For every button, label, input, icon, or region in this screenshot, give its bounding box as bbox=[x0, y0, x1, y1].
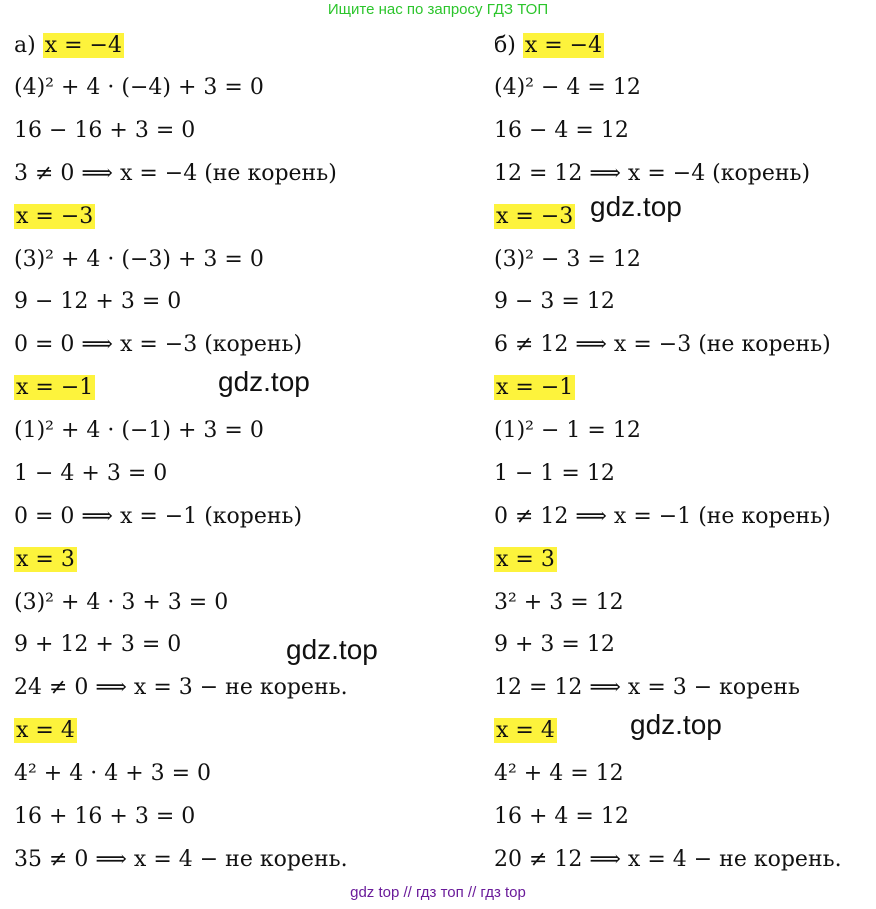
solution-line bbox=[494, 373, 575, 403]
x-value-highlight: x = −1 bbox=[16, 375, 94, 400]
solution-line: 3 ≠ 0 ⟹ x = −4 (не корень) bbox=[14, 161, 337, 186]
solution-line: 0 = 0 ⟹ x = −1 (корень) bbox=[14, 504, 303, 529]
part-label: а) bbox=[14, 33, 36, 58]
watermark: gdz.top bbox=[590, 191, 682, 222]
footer-banner: gdz top // гдз топ // гдз top bbox=[350, 884, 526, 901]
solution-line: 12 = 12 ⟹ x = −4 (корень) bbox=[494, 161, 811, 186]
solution-line: 9 − 3 = 12 bbox=[494, 289, 615, 314]
watermark: gdz.top bbox=[218, 366, 310, 397]
solution-line: 3² + 3 = 12 bbox=[494, 590, 624, 615]
x-value-highlight: x = −3 bbox=[496, 204, 574, 229]
solution-line bbox=[14, 373, 95, 403]
x-value-highlight: x = −4 bbox=[44, 33, 122, 58]
solution-line: 9 + 12 + 3 = 0 bbox=[14, 632, 182, 657]
x-value-highlight: x = 4 bbox=[496, 718, 555, 743]
solution-line: (3)² + 4 · (−3) + 3 = 0 bbox=[14, 247, 264, 272]
solution-line: 16 + 4 = 12 bbox=[494, 804, 629, 829]
watermark: gdz.top bbox=[630, 709, 722, 740]
solution-line: 1 − 1 = 12 bbox=[494, 461, 615, 486]
x-value-highlight: x = 3 bbox=[496, 547, 555, 572]
solution-line bbox=[14, 31, 124, 61]
x-value-highlight: x = −1 bbox=[496, 375, 574, 400]
solution-line: (3)² + 4 · 3 + 3 = 0 bbox=[14, 590, 229, 615]
solution-line: 16 − 4 = 12 bbox=[494, 118, 629, 143]
solution-line: 4² + 4 · 4 + 3 = 0 bbox=[14, 761, 212, 786]
part-label: б) bbox=[494, 33, 516, 58]
header-banner: Ищите нас по запросу ГДЗ ТОП bbox=[327, 1, 549, 18]
x-value-highlight: x = 4 bbox=[16, 718, 75, 743]
solution-line: 0 = 0 ⟹ x = −3 (корень) bbox=[14, 332, 303, 357]
solution-line bbox=[14, 716, 77, 746]
solution-line bbox=[494, 202, 575, 232]
solution-line: 9 − 12 + 3 = 0 bbox=[14, 289, 182, 314]
solution-line: 0 ≠ 12 ⟹ x = −1 (не корень) bbox=[494, 504, 831, 529]
solution-line bbox=[494, 31, 604, 61]
solution-line: (1)² − 1 = 12 bbox=[494, 418, 641, 443]
solution-line: 16 + 16 + 3 = 0 bbox=[14, 804, 196, 829]
solution-line: 12 = 12 ⟹ x = 3 − корень bbox=[494, 675, 800, 700]
solution-line: 24 ≠ 0 ⟹ x = 3 − не корень. bbox=[14, 675, 348, 700]
x-value-highlight: x = −4 bbox=[524, 33, 603, 58]
solution-line: 1 − 4 + 3 = 0 bbox=[14, 461, 168, 486]
solution-line: 35 ≠ 0 ⟹ x = 4 − не корень. bbox=[14, 847, 348, 872]
solution-line: 4² + 4 = 12 bbox=[494, 761, 624, 786]
solution-line: 20 ≠ 12 ⟹ x = 4 − не корень. bbox=[494, 847, 842, 872]
watermark: gdz.top bbox=[286, 634, 378, 665]
solution-line: 6 ≠ 12 ⟹ x = −3 (не корень) bbox=[494, 332, 831, 357]
solution-line: 16 − 16 + 3 = 0 bbox=[14, 118, 196, 143]
solution-line: (4)² − 4 = 12 bbox=[494, 75, 641, 100]
solution-line: (1)² + 4 · (−1) + 3 = 0 bbox=[14, 418, 264, 443]
solution-line: 9 + 3 = 12 bbox=[494, 632, 615, 657]
x-value-highlight: x = 3 bbox=[16, 547, 75, 572]
solution-line bbox=[14, 545, 77, 575]
solution-line: (4)² + 4 · (−4) + 3 = 0 bbox=[14, 75, 264, 100]
solution-line bbox=[494, 716, 557, 746]
x-value-highlight: x = −3 bbox=[16, 204, 94, 229]
solution-line bbox=[14, 202, 95, 232]
solution-line bbox=[494, 545, 557, 575]
solution-line: (3)² − 3 = 12 bbox=[494, 247, 641, 272]
